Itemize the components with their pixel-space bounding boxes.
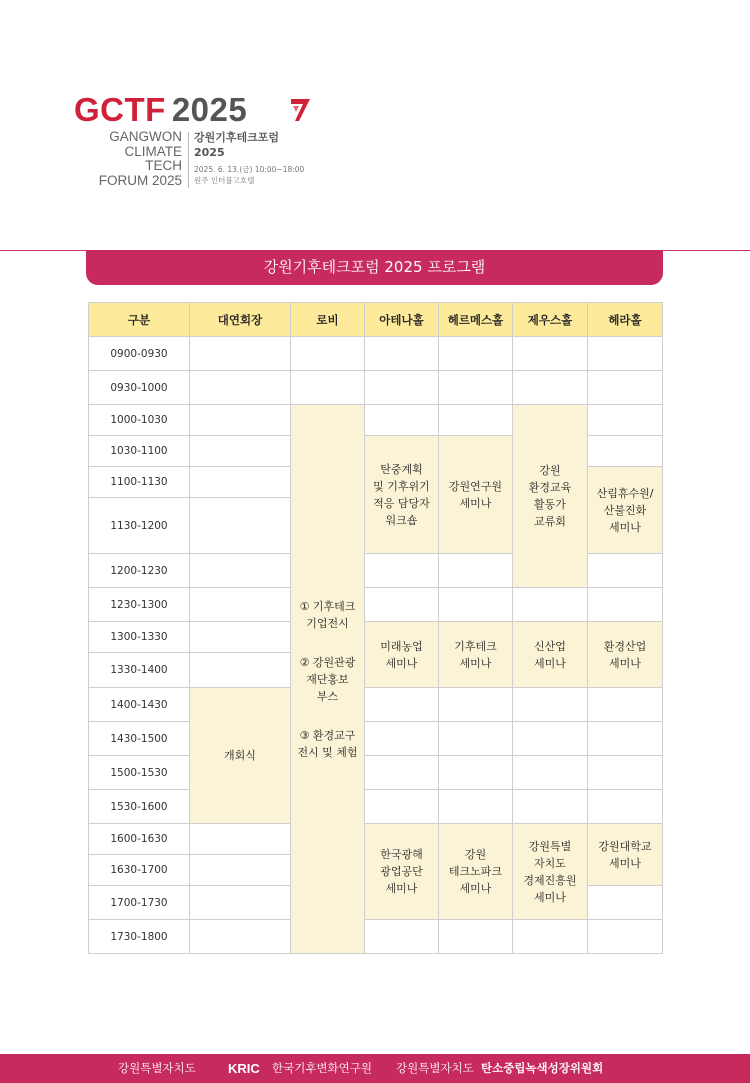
table-row xyxy=(89,688,663,722)
event-line: 세미나 xyxy=(459,882,492,895)
logo-en-line: FORUM 2025 xyxy=(98,172,182,188)
empty-cell xyxy=(588,371,663,405)
event-line: 강원 xyxy=(464,848,487,861)
empty-cell xyxy=(291,371,365,405)
program-title: 강원기후테크포럼 2025 프로그램 xyxy=(86,250,663,285)
time-slot: 1030-1100 xyxy=(89,436,190,467)
table-row xyxy=(89,824,663,855)
lobby-exhibition-event xyxy=(291,405,365,954)
athena-event-2 xyxy=(365,622,439,688)
footer-org-gangwon-2: 강원특별자치도 xyxy=(396,1061,474,1075)
empty-cell xyxy=(190,920,291,954)
event-line: 강원대학교 xyxy=(598,839,652,853)
event-date: 2025. 6. 13.(금) 10:00~18:00 xyxy=(194,165,305,174)
time-slot: 0900-0930 xyxy=(89,337,190,371)
footer-org-gangwon: 강원특별자치도 xyxy=(118,1061,196,1075)
hera-event-2 xyxy=(588,622,663,688)
event-line: 기후테크 xyxy=(454,639,497,653)
table-row xyxy=(89,920,663,954)
event-line: 재단홍보 xyxy=(306,672,349,686)
event-line: 경제진흥원 xyxy=(523,873,577,887)
time-slot: 1430-1500 xyxy=(89,722,190,756)
zeus-event-1 xyxy=(513,405,588,588)
ballroom-opening-ceremony xyxy=(190,688,291,824)
footer-bar xyxy=(0,1054,750,1083)
time-slot: 1400-1430 xyxy=(89,688,190,722)
event-line: 활동가 xyxy=(534,498,566,511)
empty-cell xyxy=(439,554,513,588)
time-slot: 1500-1530 xyxy=(89,756,190,790)
event-line: 강원연구원 xyxy=(448,479,503,493)
empty-cell xyxy=(439,405,513,436)
empty-cell xyxy=(588,337,663,371)
table-row xyxy=(89,405,663,436)
table-header-row xyxy=(89,303,663,337)
logo-wordmark xyxy=(74,92,247,128)
empty-cell xyxy=(439,688,513,722)
event-line: 세미나 xyxy=(609,656,641,670)
event-line: 강원 xyxy=(539,464,561,477)
time-slot: 1230-1300 xyxy=(89,588,190,622)
event-line: 세미나 xyxy=(459,496,492,510)
empty-cell xyxy=(365,554,439,588)
event-line: 전시 및 체험 xyxy=(297,745,358,759)
event-line: 강원특별 xyxy=(528,839,572,853)
empty-cell xyxy=(588,920,663,954)
empty-cell xyxy=(513,722,588,756)
program-table xyxy=(88,302,663,954)
header-zeus-hall: 제우스홀 xyxy=(513,303,588,337)
event-line: 개회식 xyxy=(224,749,256,762)
logo-korean-name xyxy=(194,130,279,160)
empty-cell xyxy=(190,405,291,436)
event-line: ③ 환경교구 xyxy=(299,728,356,742)
logo-ko-year: 2025 xyxy=(194,146,225,159)
empty-cell xyxy=(513,588,588,622)
hermes-event-1 xyxy=(439,436,513,554)
empty-cell xyxy=(513,337,588,371)
event-line: 세미나 xyxy=(609,856,641,870)
event-line: 부스 xyxy=(316,689,339,703)
empty-cell xyxy=(588,554,663,588)
empty-cell xyxy=(439,588,513,622)
time-slot: 1700-1730 xyxy=(89,886,190,920)
empty-cell xyxy=(439,790,513,824)
empty-cell xyxy=(190,622,291,653)
empty-cell xyxy=(588,756,663,790)
time-slot: 1600-1630 xyxy=(89,824,190,855)
event-venue: 원주 인터불고호텔 xyxy=(194,176,255,185)
empty-cell xyxy=(190,653,291,688)
event-line: 세미나 xyxy=(534,656,566,670)
time-slot: 1330-1400 xyxy=(89,653,190,688)
logo-date-venue xyxy=(194,164,304,186)
empty-cell xyxy=(513,756,588,790)
logo-ko-name: 강원기후테크포럼 xyxy=(194,131,280,144)
time-slot: 0930-1000 xyxy=(89,371,190,405)
empty-cell xyxy=(588,405,663,436)
hermes-event-3 xyxy=(439,824,513,920)
table-row xyxy=(89,337,663,371)
header-category: 구분 xyxy=(89,303,190,337)
footer-org-committee: 탄소중립녹색성장위원회 xyxy=(481,1061,604,1075)
event-line: 신산업 xyxy=(534,639,566,653)
empty-cell xyxy=(439,722,513,756)
header-athena-hall: 아테나홀 xyxy=(365,303,439,337)
header-ballroom: 대연회장 xyxy=(190,303,291,337)
event-line: 및 기후위기 xyxy=(373,479,430,493)
logo-slash-icon xyxy=(289,97,311,123)
event-line: 환경교육 xyxy=(528,481,572,494)
event-line: 교류회 xyxy=(534,515,566,528)
empty-cell xyxy=(190,824,291,855)
logo-divider xyxy=(188,132,189,188)
empty-cell xyxy=(190,436,291,467)
empty-cell xyxy=(513,790,588,824)
table-row xyxy=(89,371,663,405)
empty-cell xyxy=(588,436,663,467)
empty-cell xyxy=(365,920,439,954)
logo-brand: GCTF xyxy=(74,91,166,128)
table-row xyxy=(89,588,663,622)
event-line: 탄중계획 xyxy=(380,462,423,476)
zeus-event-3 xyxy=(513,824,588,920)
logo-en-line: CLIMATE xyxy=(124,143,182,159)
empty-cell xyxy=(513,920,588,954)
time-slot: 1000-1030 xyxy=(89,405,190,436)
event-line: 기업전시 xyxy=(306,616,349,630)
hera-event-1 xyxy=(588,467,663,554)
athena-event-1 xyxy=(365,436,439,554)
event-line: ① 기후테크 xyxy=(299,599,356,613)
event-line: 산불진화 xyxy=(603,503,647,517)
empty-cell xyxy=(588,886,663,920)
event-line: 테크노파크 xyxy=(448,865,503,878)
empty-cell xyxy=(365,688,439,722)
empty-cell xyxy=(365,371,439,405)
empty-cell xyxy=(190,467,291,498)
empty-cell xyxy=(365,756,439,790)
logo-english-name xyxy=(74,130,182,188)
time-slot: 1530-1600 xyxy=(89,790,190,824)
zeus-event-2 xyxy=(513,622,588,688)
event-line: 자치도 xyxy=(534,856,566,870)
header-hera-hall: 헤라홀 xyxy=(588,303,663,337)
empty-cell xyxy=(365,337,439,371)
event-line: 적응 담당자 xyxy=(373,496,430,510)
empty-cell xyxy=(190,588,291,622)
event-line: 워크숍 xyxy=(385,513,418,527)
empty-cell xyxy=(190,371,291,405)
empty-cell xyxy=(588,688,663,722)
empty-cell xyxy=(588,722,663,756)
table-row xyxy=(89,756,663,790)
empty-cell xyxy=(513,371,588,405)
header-hermes-hall: 헤르메스홀 xyxy=(439,303,513,337)
empty-cell xyxy=(365,405,439,436)
empty-cell xyxy=(365,790,439,824)
logo-en-line: GANGWON xyxy=(109,129,182,144)
empty-cell xyxy=(439,371,513,405)
empty-cell xyxy=(439,337,513,371)
empty-cell xyxy=(190,337,291,371)
empty-cell xyxy=(365,722,439,756)
time-slot: 1200-1230 xyxy=(89,554,190,588)
time-slot: 1630-1700 xyxy=(89,855,190,886)
empty-cell xyxy=(365,588,439,622)
event-line: 세미나 xyxy=(385,882,418,895)
empty-cell xyxy=(588,790,663,824)
empty-cell xyxy=(439,756,513,790)
table-row xyxy=(89,622,663,653)
empty-cell xyxy=(588,588,663,622)
empty-cell xyxy=(513,688,588,722)
logo-en-line: TECH xyxy=(145,158,182,173)
hera-event-3 xyxy=(588,824,663,886)
event-line: 미래농업 xyxy=(380,639,423,653)
forum-logo xyxy=(74,92,334,192)
event-line: 한국광해 xyxy=(380,848,423,861)
header-lobby: 로비 xyxy=(291,303,365,337)
hermes-event-2 xyxy=(439,622,513,688)
event-line: 산림휴수원/ xyxy=(596,486,654,500)
footer-org-kric: 한국기후변화연구원 xyxy=(272,1061,372,1075)
event-line: 광업공단 xyxy=(380,865,423,878)
time-slot: 1730-1800 xyxy=(89,920,190,954)
time-slot: 1130-1200 xyxy=(89,498,190,554)
event-line: 세미나 xyxy=(534,890,566,904)
table-row xyxy=(89,790,663,824)
event-line: 세미나 xyxy=(385,656,418,670)
empty-cell xyxy=(291,337,365,371)
time-slot: 1300-1330 xyxy=(89,622,190,653)
table-row xyxy=(89,722,663,756)
event-line: 세미나 xyxy=(609,520,641,534)
empty-cell xyxy=(190,855,291,886)
event-line: 환경산업 xyxy=(603,639,647,653)
athena-event-3 xyxy=(365,824,439,920)
logo-year: 2025 xyxy=(171,91,248,128)
time-slot: 1100-1130 xyxy=(89,467,190,498)
event-line: 세미나 xyxy=(459,656,492,670)
empty-cell xyxy=(190,886,291,920)
event-line: ② 강원관광 xyxy=(299,655,356,669)
empty-cell xyxy=(439,920,513,954)
empty-cell xyxy=(190,554,291,588)
empty-cell xyxy=(190,498,291,554)
footer-kric-logo: KRIC xyxy=(228,1061,260,1076)
